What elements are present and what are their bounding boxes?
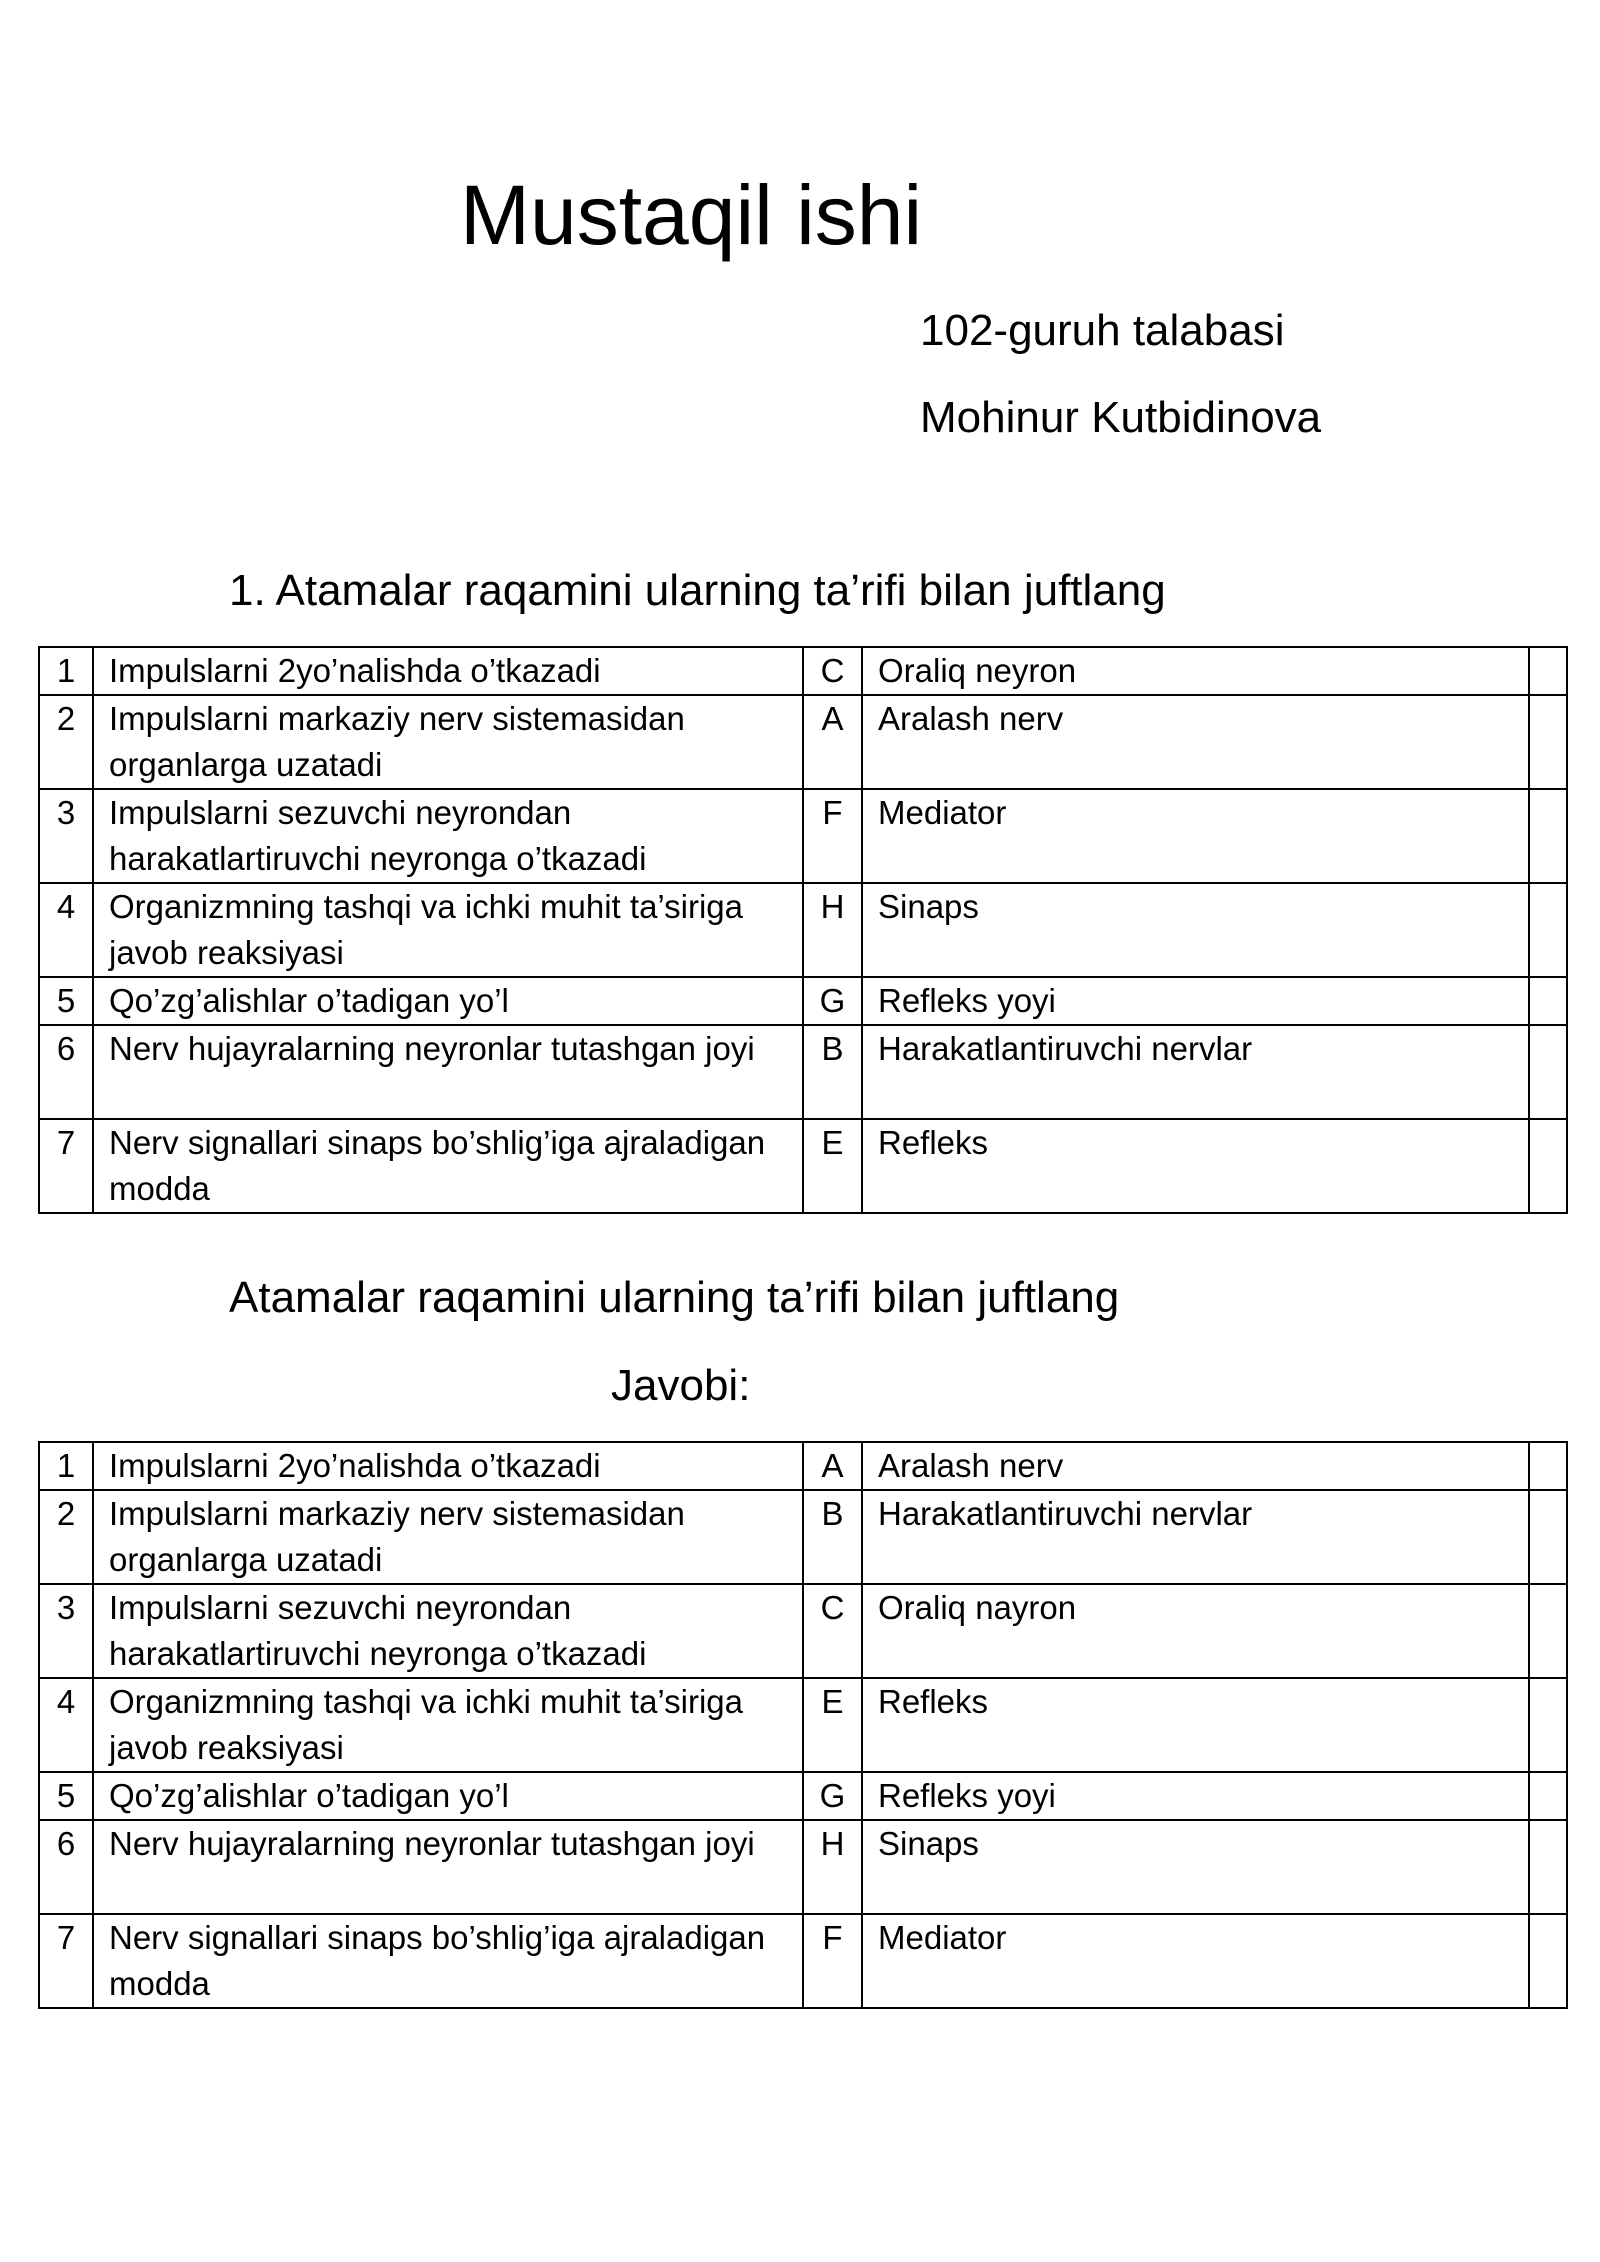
empty-cell bbox=[1529, 647, 1567, 695]
row-description: Impulslarni sezuvchi neyrondan harakatlartiruvchi neyronga o’tkazadi bbox=[93, 789, 803, 883]
row-description: Nerv hujayralarning neyronlar tutashgan joyi bbox=[93, 1025, 803, 1119]
table-row bbox=[39, 1820, 1567, 1914]
row-description: Qo’zg’alishlar o’tadigan yo’l bbox=[93, 1772, 803, 1820]
answer-table bbox=[38, 1441, 1568, 2009]
table-row bbox=[39, 789, 1567, 883]
row-number: 3 bbox=[39, 1584, 93, 1678]
empty-cell bbox=[1529, 789, 1567, 883]
row-description: Impulslarni 2yo’nalishda o’tkazadi bbox=[93, 647, 803, 695]
row-description: Impulslarni markaziy nerv sistemasidan organlarga uzatadi bbox=[93, 1490, 803, 1584]
row-number: 6 bbox=[39, 1820, 93, 1914]
table-row bbox=[39, 883, 1567, 977]
empty-cell bbox=[1529, 977, 1567, 1025]
row-description: Organizmning tashqi va ichki muhit ta’siriga javob reaksiyasi bbox=[93, 883, 803, 977]
row-description: Nerv hujayralarning neyronlar tutashgan joyi bbox=[93, 1820, 803, 1914]
row-letter: H bbox=[803, 883, 862, 977]
row-letter: B bbox=[803, 1025, 862, 1119]
student-name: Mohinur Kutbidinova bbox=[920, 393, 1322, 442]
row-description: Nerv signallari sinaps bo’shlig’iga ajraladigan modda bbox=[93, 1914, 803, 2008]
row-term: Sinaps bbox=[862, 883, 1529, 977]
row-term: Oraliq nayron bbox=[862, 1584, 1529, 1678]
answer-heading: Atamalar raqamini ularning ta’rifi bilan juftlang bbox=[229, 1273, 1120, 1322]
row-term: Aralash nerv bbox=[862, 1442, 1529, 1490]
row-number: 4 bbox=[39, 883, 93, 977]
table-row bbox=[39, 1914, 1567, 2008]
row-letter: F bbox=[803, 789, 862, 883]
empty-cell bbox=[1529, 1914, 1567, 2008]
empty-cell bbox=[1529, 1442, 1567, 1490]
empty-cell bbox=[1529, 1678, 1567, 1772]
row-term: Refleks yoyi bbox=[862, 1772, 1529, 1820]
empty-cell bbox=[1529, 1490, 1567, 1584]
table-row bbox=[39, 1442, 1567, 1490]
empty-cell bbox=[1529, 883, 1567, 977]
empty-cell bbox=[1529, 1119, 1567, 1213]
row-letter: A bbox=[803, 1442, 862, 1490]
answer-label: Javobi: bbox=[611, 1361, 751, 1410]
row-number: 2 bbox=[39, 1490, 93, 1584]
row-term: Harakatlantiruvchi nervlar bbox=[862, 1490, 1529, 1584]
row-term: Refleks yoyi bbox=[862, 977, 1529, 1025]
empty-cell bbox=[1529, 1584, 1567, 1678]
row-number: 4 bbox=[39, 1678, 93, 1772]
row-number: 1 bbox=[39, 1442, 93, 1490]
table-row bbox=[39, 1119, 1567, 1213]
row-number: 7 bbox=[39, 1119, 93, 1213]
row-description: Impulslarni markaziy nerv sistemasidan organlarga uzatadi bbox=[93, 695, 803, 789]
table-row bbox=[39, 647, 1567, 695]
row-term: Sinaps bbox=[862, 1820, 1529, 1914]
row-number: 2 bbox=[39, 695, 93, 789]
row-number: 5 bbox=[39, 1772, 93, 1820]
row-letter: F bbox=[803, 1914, 862, 2008]
row-description: Impulslarni sezuvchi neyrondan harakatlartiruvchi neyronga o’tkazadi bbox=[93, 1584, 803, 1678]
row-letter: G bbox=[803, 977, 862, 1025]
table-row bbox=[39, 695, 1567, 789]
table-row bbox=[39, 1678, 1567, 1772]
task-heading: 1. Atamalar raqamini ularning ta’rifi bilan juftlang bbox=[229, 566, 1166, 615]
table-row bbox=[39, 1025, 1567, 1119]
row-description: Qo’zg’alishlar o’tadigan yo’l bbox=[93, 977, 803, 1025]
row-term: Refleks bbox=[862, 1678, 1529, 1772]
table-row bbox=[39, 1772, 1567, 1820]
row-letter: E bbox=[803, 1678, 862, 1772]
row-term: Mediator bbox=[862, 789, 1529, 883]
row-letter: E bbox=[803, 1119, 862, 1213]
row-number: 6 bbox=[39, 1025, 93, 1119]
task-table bbox=[38, 646, 1568, 1214]
row-letter: B bbox=[803, 1490, 862, 1584]
row-number: 3 bbox=[39, 789, 93, 883]
table-row bbox=[39, 977, 1567, 1025]
row-letter: G bbox=[803, 1772, 862, 1820]
table-row bbox=[39, 1490, 1567, 1584]
row-term: Mediator bbox=[862, 1914, 1529, 2008]
row-term: Refleks bbox=[862, 1119, 1529, 1213]
student-group: 102-guruh talabasi bbox=[920, 306, 1285, 355]
row-letter: A bbox=[803, 695, 862, 789]
row-number: 5 bbox=[39, 977, 93, 1025]
row-number: 1 bbox=[39, 647, 93, 695]
row-number: 7 bbox=[39, 1914, 93, 2008]
empty-cell bbox=[1529, 695, 1567, 789]
row-term: Harakatlantiruvchi nervlar bbox=[862, 1025, 1529, 1119]
row-description: Nerv signallari sinaps bo’shlig’iga ajraladigan modda bbox=[93, 1119, 803, 1213]
empty-cell bbox=[1529, 1772, 1567, 1820]
row-letter: C bbox=[803, 647, 862, 695]
empty-cell bbox=[1529, 1025, 1567, 1119]
empty-cell bbox=[1529, 1820, 1567, 1914]
table-row bbox=[39, 1584, 1567, 1678]
row-description: Organizmning tashqi va ichki muhit ta’siriga javob reaksiyasi bbox=[93, 1678, 803, 1772]
row-letter: C bbox=[803, 1584, 862, 1678]
row-term: Oraliq neyron bbox=[862, 647, 1529, 695]
row-letter: H bbox=[803, 1820, 862, 1914]
row-description: Impulslarni 2yo’nalishda o’tkazadi bbox=[93, 1442, 803, 1490]
page-title: Mustaqil ishi bbox=[460, 168, 923, 262]
row-term: Aralash nerv bbox=[862, 695, 1529, 789]
